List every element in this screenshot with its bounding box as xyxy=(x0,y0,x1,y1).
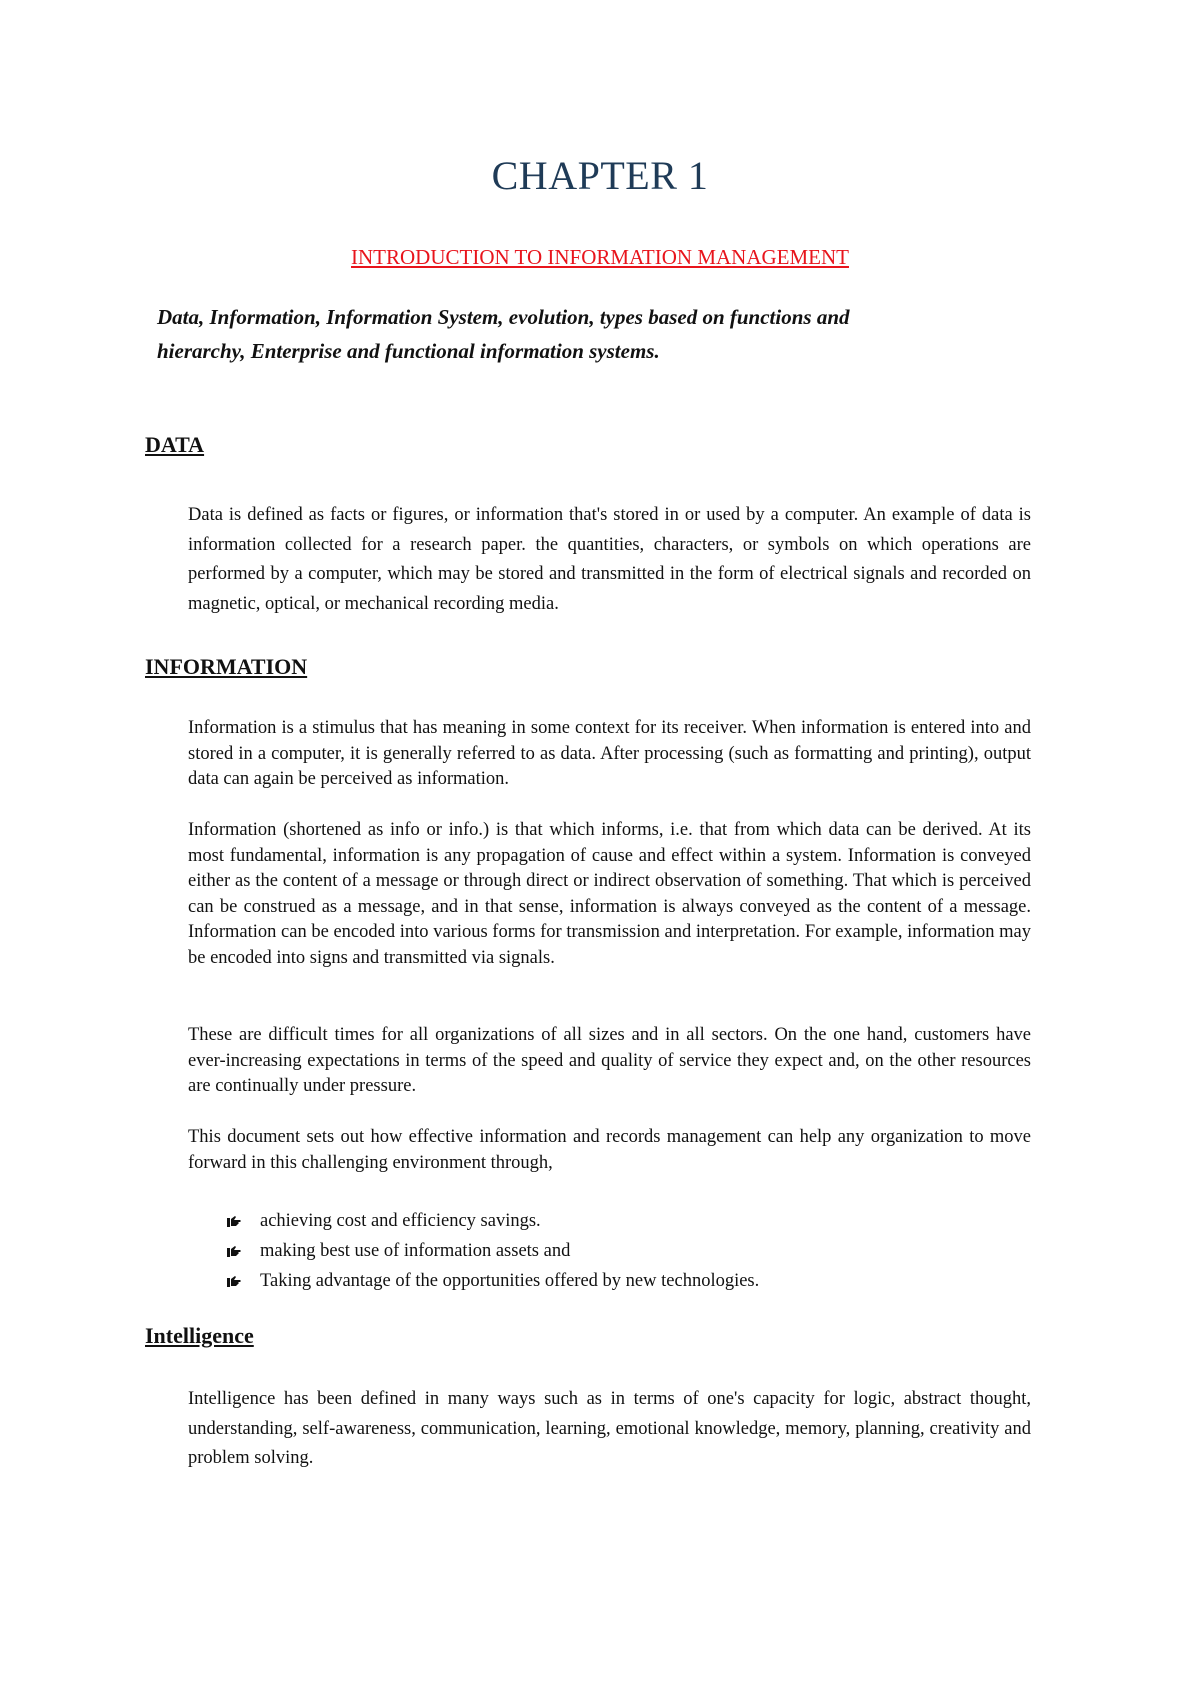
pointing-hand-icon xyxy=(226,1245,242,1258)
chapter-title: CHAPTER 1 xyxy=(491,153,709,198)
information-paragraph-3: These are difficult times for all organizations of all sizes and in all sectors. On the one hand, customers have ever-increasing expectations in terms of the speed and quality of service they expect and, on the other resources are continually under pressure. xyxy=(188,1025,1031,1097)
information-paragraph-2: Information (shortened as info or info.) is that which informs, i.e. that from which data can be derived. At its most fundamental, information is any propagation of cause and effect within a system. Information is conveyed either as the content of a message or through direct or indirect observation of something. That which is perceived can be construed as a message, and in that sense, information is always conveyed as the content of a message. Information can be encoded into various forms for transmission and interpretation. For example, information may be encoded into signs and transmitted via signals. xyxy=(188,820,1031,968)
list-item xyxy=(226,1206,759,1236)
intelligence-heading: Intelligence xyxy=(145,1323,254,1348)
bullet-text: Taking advantage of the opportunities offered by new technologies. xyxy=(260,1271,760,1291)
bullet-text: making best use of information assets and xyxy=(260,1241,571,1261)
data-heading: DATA xyxy=(145,432,205,457)
intelligence-paragraph: Intelligence has been defined in many ways such as in terms of one's capacity for logic, abstract thought, understanding, self-awareness, communication, learning, emotional knowledge, memory, planning, creativity and problem solving. xyxy=(188,1389,1031,1468)
chapter-topics-line-1: Data, Information, Information System, evolution, types based on functions and xyxy=(157,305,850,329)
information-paragraph-4: This document sets out how effective information and records management can help any organization to move forward in this challenging environment through, xyxy=(188,1127,1031,1173)
information-bullet-list xyxy=(226,1206,759,1296)
pointing-hand-icon xyxy=(226,1275,242,1288)
pointing-hand-icon xyxy=(226,1215,242,1228)
list-item xyxy=(226,1236,759,1266)
list-item xyxy=(226,1266,759,1296)
bullet-text: achieving cost and efficiency savings. xyxy=(260,1211,541,1231)
chapter-topics-line-2: hierarchy, Enterprise and functional information systems. xyxy=(157,339,660,363)
information-heading: INFORMATION xyxy=(145,654,308,679)
chapter-topics xyxy=(157,300,977,368)
data-paragraph: Data is defined as facts or figures, or information that's stored in or used by a computer. An example of data is information collected for a research paper. the quantities, characters, or symbols on which operations are performed by a computer, which may be stored and transmitted in the form of electrical signals and recorded on magnetic, optical, or mechanical recording media. xyxy=(188,505,1031,614)
chapter-subtitle: INTRODUCTION TO INFORMATION MANAGEMENT xyxy=(351,245,849,269)
information-paragraph-1: Information is a stimulus that has meaning in some context for its receiver. When information is entered into and stored in a computer, it is generally referred to as data. After processing (such as formatting and printing), output data can again be perceived as information. xyxy=(188,718,1031,790)
